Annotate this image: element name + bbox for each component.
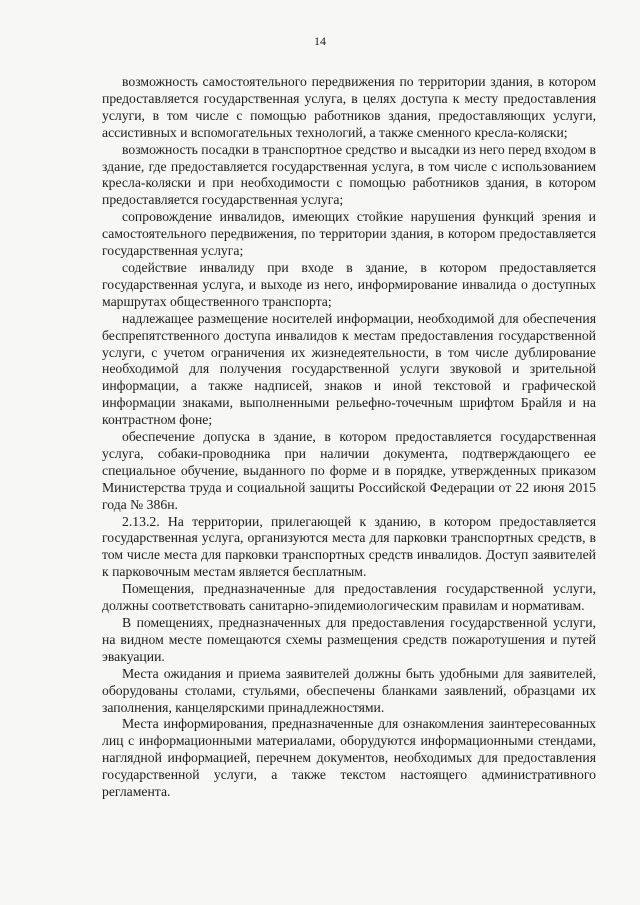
paragraph: возможность самостоятельного передвижения по территории здания, в котором предоставляется государственная услуга, в целях доступа к месту предоставления услуги, в том числе с помощью работников здания, предоставляющих услуги, ассистивных и вспомогательных технологий, а также сменного кресла-коляски;: [102, 74, 596, 140]
page-number: 14: [314, 34, 326, 48]
paragraph: В помещениях, предназначенных для предоставления государственной услуги, на видном месте помещаются схемы размещения средств пожаротушения и путей эвакуации.: [102, 615, 596, 664]
paragraph: обеспечение допуска в здание, в котором предоставляется государственная услуга, собаки-проводника при наличии документа, подтверждающего ее специальное обучение, выданного по форме и в порядке, утвержденных приказом Министерства труда и социальной защиты Российской Федерации от 22 июня 2015 года № 386н.: [102, 429, 596, 512]
paragraph: Помещения, предназначенные для предоставления государственной услуги, должны соответствовать санитарно-эпидемиологическим правилам и нормативам.: [102, 581, 596, 614]
paragraph: содействие инвалиду при входе в здание, в котором предоставляется государственная услуга, и выходе из него, информирование инвалида о доступных маршрутах общественного транспорта;: [102, 259, 596, 309]
paragraph: 2.13.2. На территории, прилегающей к зданию, в котором предоставляется государственная услуга, организуются места для парковки транспортных средств, в том числе места для парковки транспортных средств инвалидов. Доступ заявителей к парковочным местам является бесплатным.: [102, 513, 596, 580]
paragraph: Места информирования, предназначенные для ознакомления заинтересованных лиц с информационными материалами, оборудуются информационными стендами, наглядной информацией, перечнем документов, необходимых для предоставления государственной услуги, а также текстом настоящего административного регламента.: [102, 716, 596, 800]
paragraph: сопровождение инвалидов, имеющих стойкие нарушения функций зрения и самостоятельного передвижения, по территории здания, в котором предоставляется государственная услуга;: [102, 209, 596, 259]
paragraph: Места ожидания и приема заявителей должны быть удобными для заявителей, оборудованы столами, стульями, обеспечены бланками заявлений, образцами их заполнения, канцелярскими принадлежностями.: [102, 665, 596, 715]
paragraph: надлежащее размещение носителей информации, необходимой для обеспечения беспрепятственного доступа инвалидов к местам предоставления государственной услуги, с учетом ограничения их жизнедеятельности, в том числе дублирование необходимой для получения государственной услуги звуковой и зрительной информации, а также надписей, знаков и иной текстовой и графической информации знаками, выполненными рельефно-точечным шрифтом Брайля и на контрастном фоне;: [102, 310, 596, 428]
document-body: [102, 74, 596, 801]
paragraph: возможность посадки в транспортное средство и высадки из него перед входом в здание, где предоставляется государственная услуга, в том числе с использованием кресла-коляски и при необходимости с помощью работников здания, в котором предоставляется государственная услуга;: [102, 141, 596, 208]
